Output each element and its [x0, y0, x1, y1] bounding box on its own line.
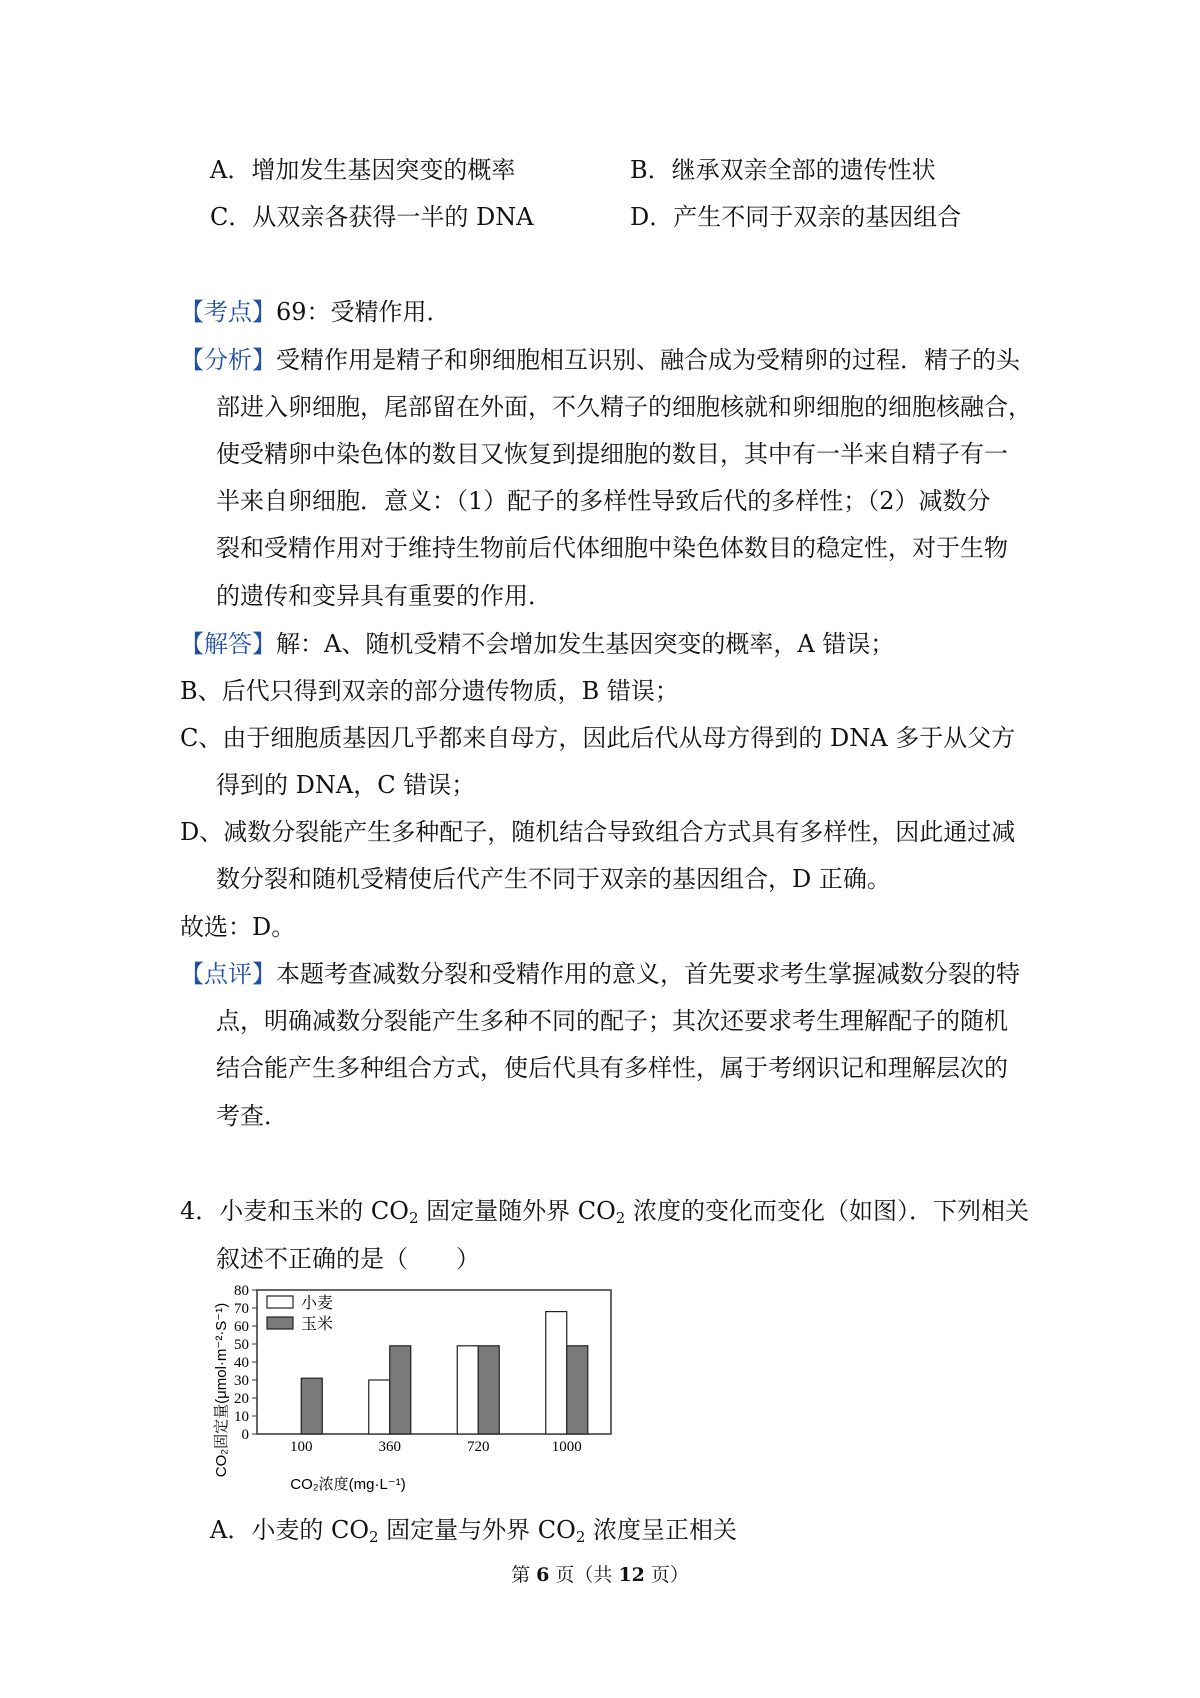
x-tick-label: 100	[290, 1439, 313, 1455]
q4-s1: 小麦和玉米的 CO	[219, 1197, 409, 1225]
y-tick-label: 10	[234, 1409, 249, 1425]
fenxi-line-6: 的遗传和变异具有重要的作用．	[216, 582, 552, 610]
dianping-line-2: 点，明确减数分裂能产生多种不同的配子；其次还要求考生理解配子的随机	[216, 1007, 1008, 1035]
q4-sub1: 2	[408, 1209, 419, 1227]
y-tick-label: 50	[234, 1337, 249, 1353]
kaodian-tag: 【考点】	[180, 298, 276, 326]
legend-label-wheat: 小麦	[301, 1295, 334, 1312]
option-b: B．继承双亲全部的遗传性状	[630, 156, 936, 184]
q4-line-1	[180, 1195, 1029, 1227]
chart-legend	[267, 1294, 333, 1333]
jieda-line-2: B、后代只得到双亲的部分遗传物质，B 错误；	[180, 677, 679, 705]
fenxi-line-4: 半来自卵细胞．意义：（1）配子的多样性导致后代的多样性；（2）减数分	[216, 487, 991, 515]
y-tick-label: 0	[241, 1427, 249, 1443]
footer-post: 页）	[644, 1564, 689, 1586]
bar-wheat-360	[369, 1380, 390, 1434]
bar-corn-100	[301, 1378, 322, 1434]
bar-corn-360	[390, 1346, 411, 1434]
q4-opta-1: A．小麦的 CO	[210, 1516, 369, 1544]
x-tick-label: 720	[467, 1439, 490, 1455]
jieda-line-3: C、由于细胞质基因几乎都来自母方，因此后代从母方得到的 DNA 多于从父方	[180, 724, 1016, 752]
fenxi-text: 受精作用是精子和卵细胞相互识别、融合成为受精卵的过程．精子的头	[276, 346, 1020, 374]
co2-bar-chart	[205, 1280, 625, 1500]
dianping-line-3: 结合能产生多种组合方式，使后代具有多样性，属于考纲识记和理解层次的	[216, 1054, 1008, 1082]
q4-s3: 浓度的变化而变化（如图）．下列相关	[625, 1197, 1029, 1225]
dianping-line-1	[180, 958, 1020, 990]
option-a: A．增加发生基因突变的概率	[210, 156, 516, 184]
page-footer	[0, 1560, 1200, 1587]
kaodian-text: 69：受精作用．	[276, 298, 451, 326]
jieda-line-7: 故选：D。	[180, 913, 296, 941]
footer-mid: 页（共	[549, 1564, 619, 1586]
q4-option-a	[210, 1514, 737, 1546]
fenxi-tag: 【分析】	[180, 346, 276, 374]
fenxi-line-2: 部进入卵细胞，尾部留在外面，不久精子的细胞核就和卵细胞的细胞核融合，	[216, 393, 1032, 421]
dianping-text: 本题考查减数分裂和受精作用的意义，首先要求考生掌握减数分裂的特	[276, 960, 1020, 988]
y-tick-label: 80	[234, 1283, 249, 1299]
option-c: C．从双亲各获得一半的 DNA	[210, 203, 534, 231]
bar-corn-1000	[567, 1346, 588, 1434]
q4-opta-3: 浓度呈正相关	[585, 1516, 738, 1544]
jieda-line-5: D、减数分裂能产生多种配子，随机结合导致组合方式具有多样性，因此通过减	[180, 818, 1016, 846]
legend-swatch-corn	[267, 1317, 293, 1329]
jieda-line-1	[180, 628, 894, 660]
legend-swatch-wheat	[267, 1296, 293, 1308]
fenxi-line-1	[180, 344, 1020, 376]
dianping-tag: 【点评】	[180, 960, 276, 988]
q4-number: 4．	[180, 1197, 220, 1225]
fenxi-line-3: 使受精卵中染色体的数目又恢复到提细胞的数目，其中有一半来自精子有一	[216, 440, 1008, 468]
y-tick-label: 40	[234, 1355, 249, 1371]
bar-corn-720	[478, 1346, 499, 1434]
jieda-line-4: 得到的 DNA，C 错误；	[216, 771, 476, 799]
y-tick-label: 70	[234, 1301, 249, 1317]
x-tick-label: 360	[378, 1439, 401, 1455]
jieda-text: 解：A、随机受精不会增加发生基因突变的概率，A 错误；	[276, 630, 895, 658]
y-tick-label: 30	[234, 1373, 249, 1389]
q4-line-2: 叙述不正确的是（ ）	[216, 1245, 480, 1273]
q4-opta-sub1: 2	[369, 1528, 379, 1546]
chart-xlabel: CO₂浓度(mg·L⁻¹)	[290, 1476, 406, 1493]
footer-total: 12	[618, 1564, 645, 1586]
legend-label-corn: 玉米	[301, 1316, 334, 1333]
y-tick-label: 60	[234, 1319, 249, 1335]
chart-ylabel: CO₂固定量(μmol·m⁻²·S⁻¹)	[213, 1302, 230, 1478]
dianping-line-4: 考查．	[216, 1102, 288, 1130]
fenxi-line-5: 裂和受精作用对于维持生物前后代体细胞中染色体数目的稳定性，对于生物	[216, 534, 1008, 562]
y-tick-label: 20	[234, 1391, 249, 1407]
bar-wheat-720	[457, 1346, 478, 1434]
footer-pre: 第	[511, 1564, 537, 1586]
kaodian-line	[180, 296, 451, 328]
jieda-tag: 【解答】	[180, 630, 276, 658]
q4-sub2: 2	[615, 1209, 626, 1227]
chart-bars	[301, 1312, 588, 1434]
q4-s2: 固定量随外界 CO	[418, 1197, 616, 1225]
x-tick-label: 1000	[551, 1439, 582, 1455]
bar-wheat-1000	[546, 1312, 567, 1434]
option-d: D．产生不同于双亲的基因组合	[630, 203, 962, 231]
footer-page: 6	[536, 1564, 550, 1586]
q4-opta-2: 固定量与外界 CO	[378, 1516, 576, 1544]
jieda-line-6: 数分裂和随机受精使后代产生不同于双亲的基因组合，D 正确。	[216, 865, 891, 893]
q4-opta-sub2: 2	[575, 1528, 586, 1546]
